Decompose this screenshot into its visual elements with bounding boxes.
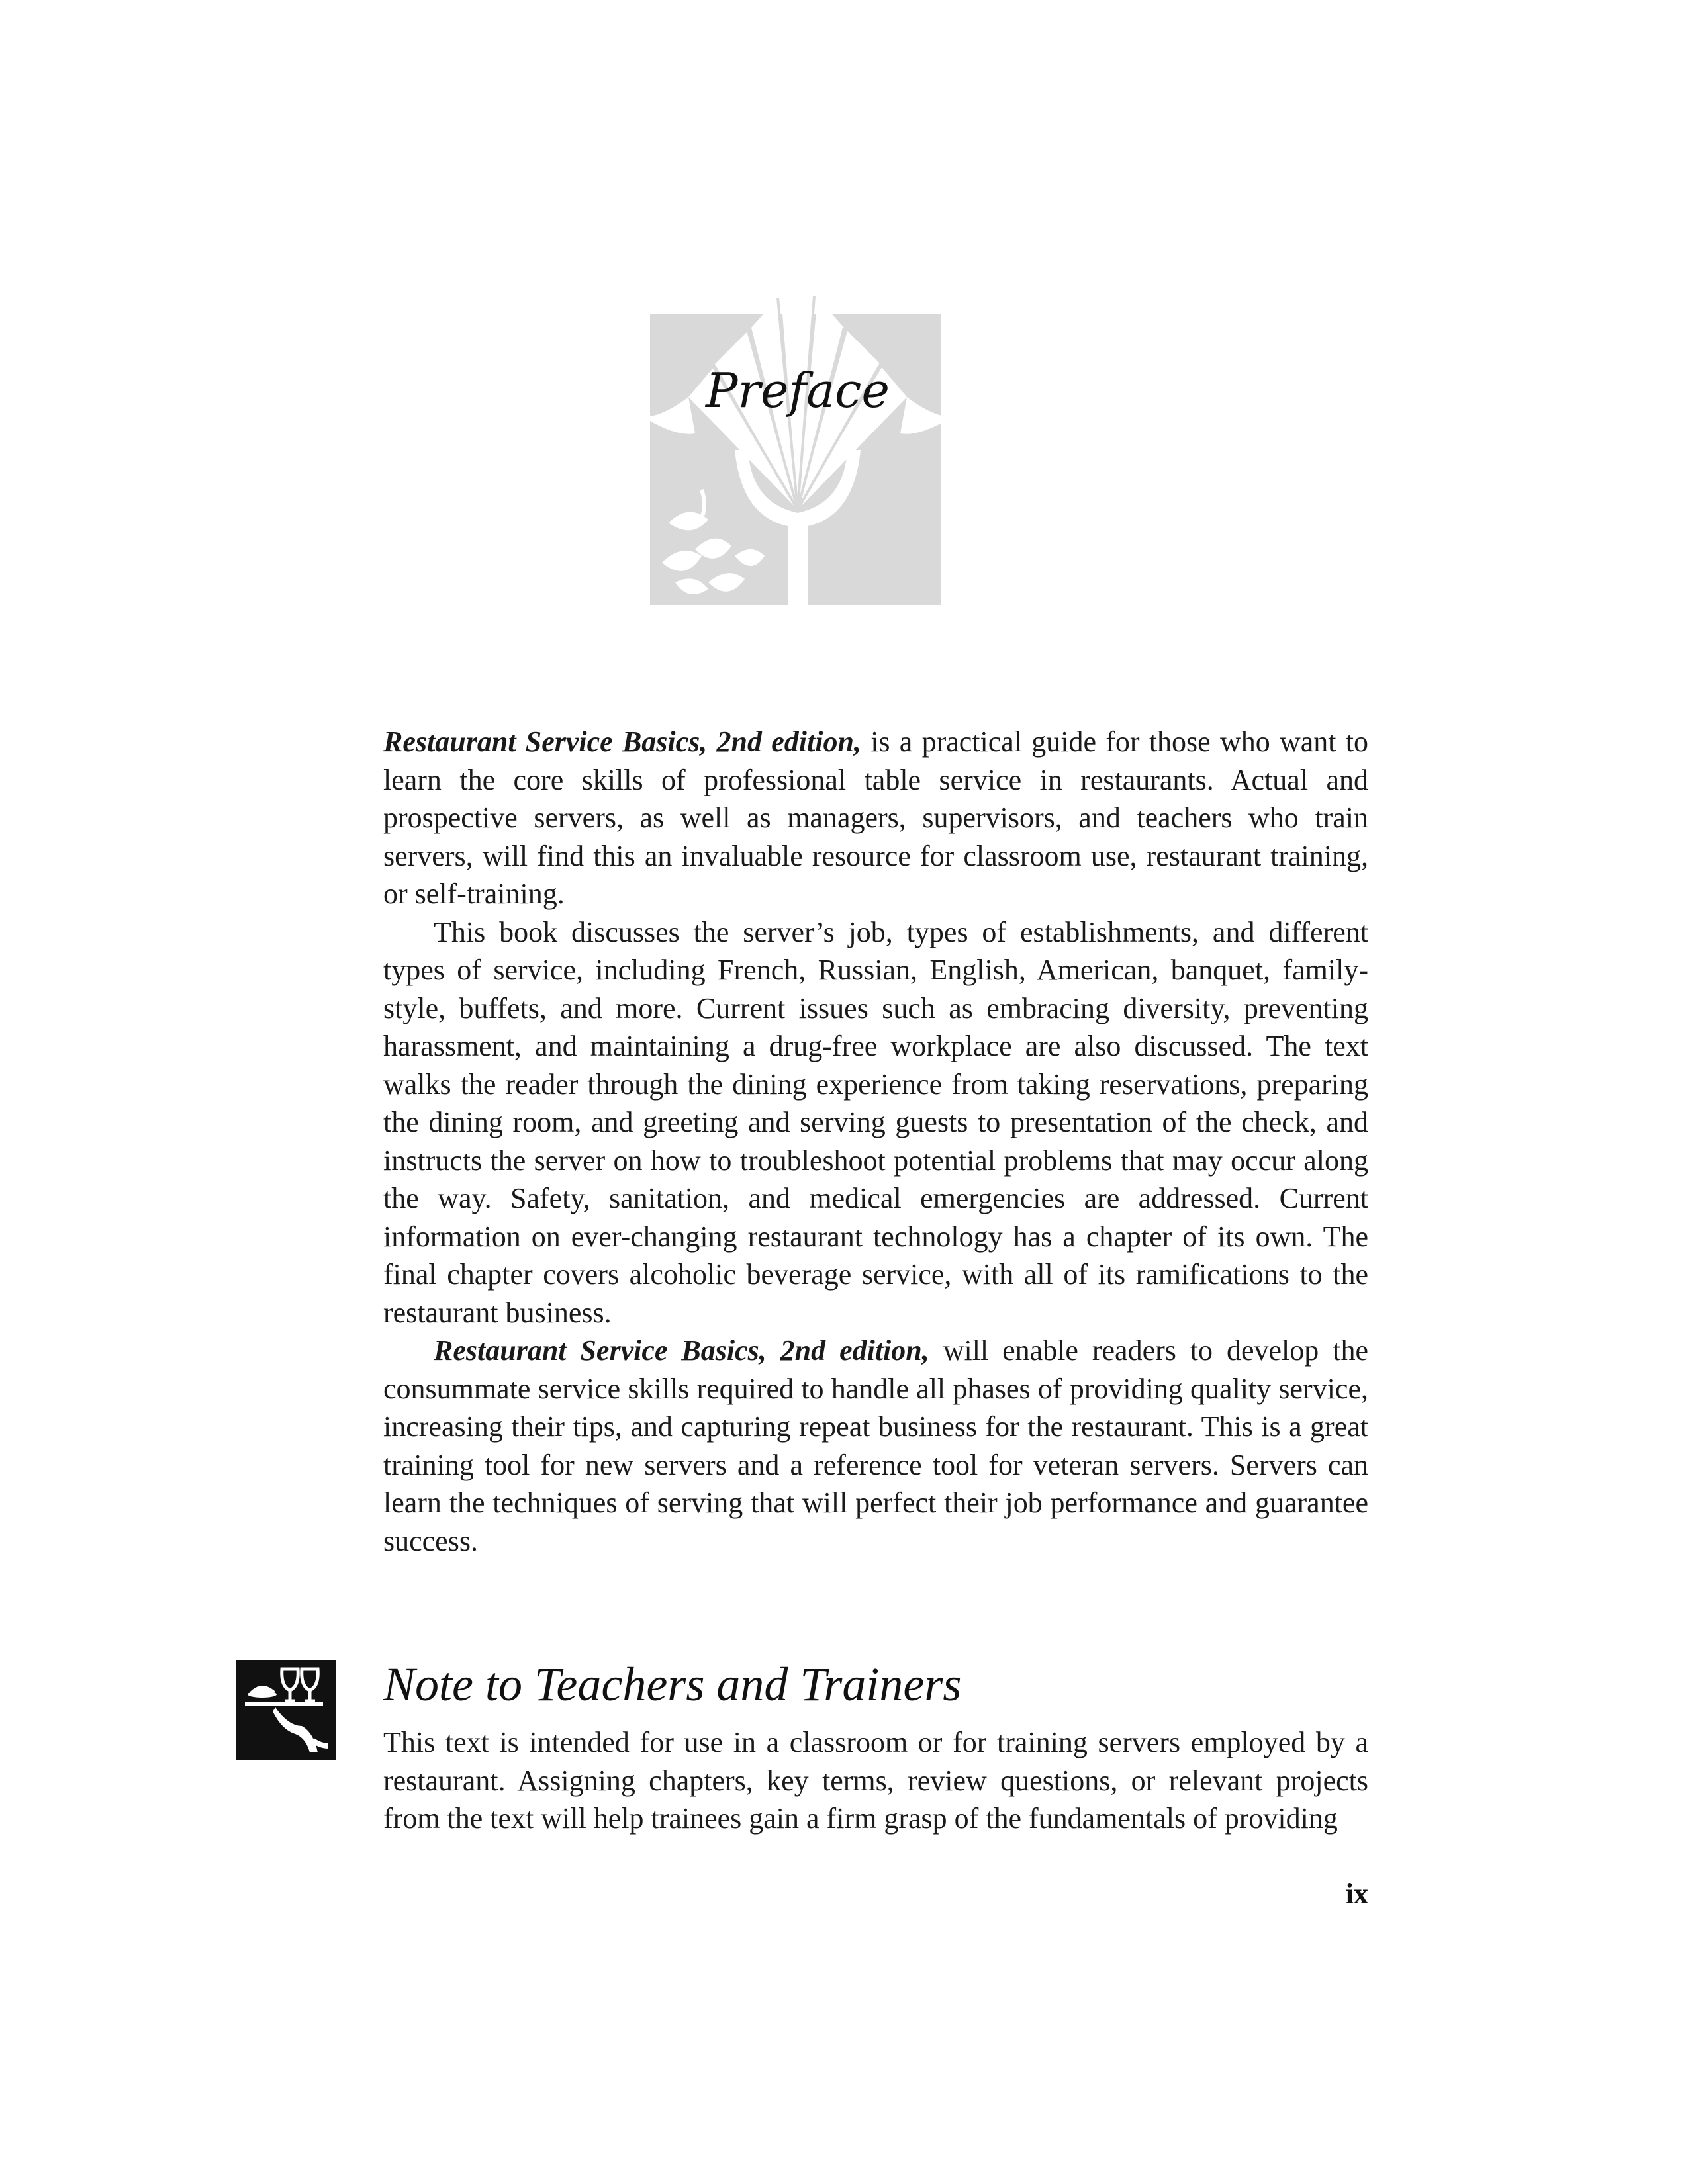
preface-paragraph-3 [383,1332,1368,1560]
section-heading: Note to Teachers and Trainers [383,1658,962,1711]
paragraph-text: will enable readers to develop the consummate service skills required to handle all phases of providing quality service, increasing their tips, and capturing repeat business for the restaurant. This is a great training tool for new servers and a reference tool for veteran servers. Servers can learn the techniques of serving that will perfect their job performance and guarantee success. [383,1334,1368,1557]
book-title: Restaurant Service Basics, 2nd edition, [434,1334,929,1367]
book-title: Restaurant Service Basics, 2nd edition, [383,725,861,758]
teachers-body [383,1723,1368,1838]
page-title: Preface [706,363,890,418]
paragraph-text: is a practical guide for those who want to learn the core skills of professional table service in restaurants. Actual and prospective servers, as well as managers, supervisors, and teachers who train servers, will find this an invaluable resource for classroom use, restaurant training, or self-training. [383,725,1368,910]
server-tray-icon [236,1660,336,1760]
preface-body [383,723,1368,1560]
page-number: ix [1345,1878,1368,1910]
preface-paragraph-2: This book discusses the server’s job, types of establishments, and different types of service, including French, Russian, English, American, banquet, family-style, buffets, and more. Current issues such as embracing diversity, preventing harassment, and maintaining a drug-free workplace are also discussed. The text walks the reader through the dining experience from taking reservations, preparing the dining room, and greeting and serving guests to presentation of the check, and instructs the server on how to troubleshoot potential problems that may occur along the way. Safety, sanitation, and medical emergencies are addressed. Current information on ever-changing restaurant technology has a chapter of its own. The final chapter covers alcoholic beverage service, with all of its ramifications to the restaurant business. [383,915,1368,1329]
preface-paragraph-1 [383,723,1368,913]
teachers-paragraph: This text is intended for use in a classroom or for training servers employed by a restaurant. Assigning chapters, key terms, review questions, or relevant projects from the text will help trainees gain a firm grasp of the fundamentals of providing [383,1726,1368,1835]
fan-shell-emblem-icon [635,291,960,609]
